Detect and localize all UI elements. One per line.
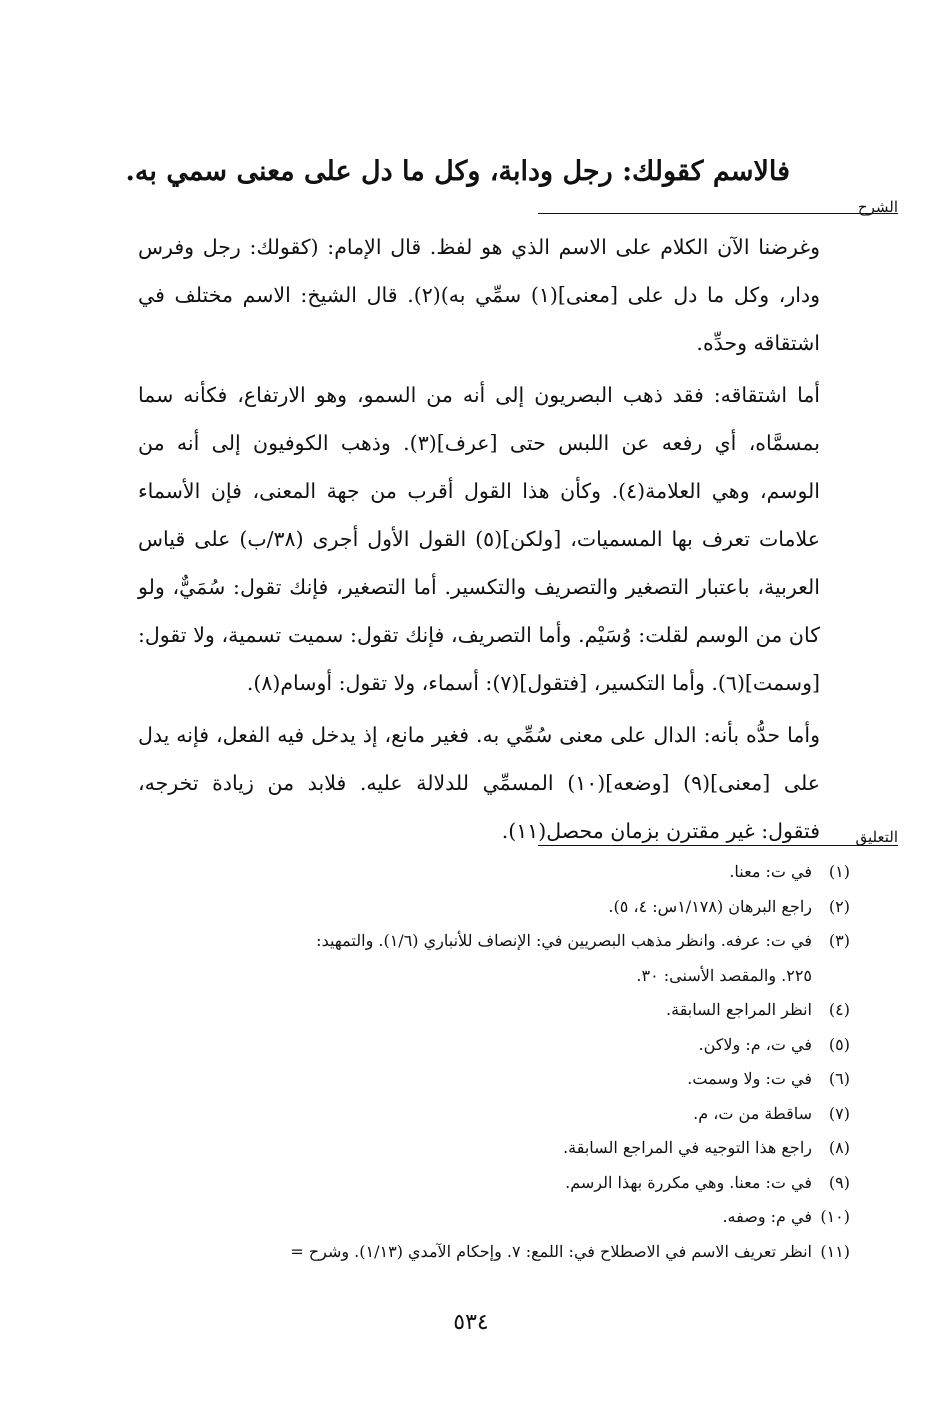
footnote-number: (٥) xyxy=(828,1034,850,1054)
commentary-body xyxy=(138,223,850,855)
footnote-number: (٨) xyxy=(828,1138,850,1157)
matn-heading: فالاسم كقولك: رجل ودابة، وكل ما دل على معنى سمي به. xyxy=(125,156,790,187)
footnote-text: ساقطة من ت، م. xyxy=(693,1103,812,1123)
footnote-number: (١) xyxy=(828,862,850,881)
footnote-item xyxy=(138,855,850,890)
footnote-text: في م: وصفه. xyxy=(722,1207,812,1226)
footnote-number: (٤) xyxy=(828,1000,850,1019)
footnote-item xyxy=(138,1235,850,1270)
footnote-text: انظر المراجع السابقة. xyxy=(666,1000,812,1019)
sharh-rule xyxy=(538,213,898,214)
footnote-text: في ت، م: ولاكن. xyxy=(698,1034,812,1054)
footnote-text: انظر تعريف الاسم في الاصطلاح في: اللمع: ٧. وإحكام الآمدي (١/١٣). وشرح = xyxy=(290,1241,812,1261)
paragraph-intro: وغرضنا الآن الكلام على الاسم الذي هو لفظ. قال الإمام: (كقولك: رجل وفرس ودار، وكل ما دل على [معنى](١) سمِّي به)(٢). قال الشيخ: الاسم مختلف في اشتقاقه وحدِّه. xyxy=(138,235,820,355)
footnotes xyxy=(138,855,850,1269)
footnote-number: (١٠) xyxy=(820,1207,850,1226)
footnote-number: (١١) xyxy=(820,1241,850,1261)
taliq-rule xyxy=(538,845,898,846)
footnote-item xyxy=(138,993,850,1028)
footnote-text: في ت: معنا. وهي مكررة بهذا الرسم. xyxy=(565,1172,812,1192)
footnote-item xyxy=(138,1200,850,1235)
taliq-label: التعليق xyxy=(855,828,898,846)
footnote-item xyxy=(138,1166,850,1201)
footnote-item xyxy=(138,890,850,925)
footnote-text: في ت: عرفه. وانظر مذهب البصريين في: الإنصاف للأنباري (١/٦). والتمهيد: xyxy=(316,931,812,950)
footnote-item xyxy=(138,1131,850,1166)
footnote-item xyxy=(138,1097,850,1132)
footnote-number: (٣) xyxy=(828,931,850,950)
footnote-item xyxy=(138,1028,850,1063)
page-number: ٥٣٤ xyxy=(453,1310,489,1335)
sharh-label: الشرح xyxy=(857,198,898,216)
footnote-number: (٧) xyxy=(828,1103,850,1123)
footnote-text: راجع البرهان (١/١٧٨س: ٤، ٥). xyxy=(608,896,812,916)
paragraph-derivation: أما اشتقاقه: فقد ذهب البصريون إلى أنه من السمو، وهو الارتفاع، فكأنه سما بمسمَّاه، أي رفعه عن اللبس حتى [عرف](٣). وذهب الكوفيون إلى أنه من الوسم، وهي العلامة(٤). وكأن هذا القول أقرب من جهة المعنى، فإن الأسماء علامات تعرف بها المسميات، [ولكن](٥) القول الأول أجرى (٣٨/ب) على قياس العربية، باعتبار التصغير والتصريف والتكسير. أما التصغير، فإنك تقول: سُمَيٌّ، ولو كان من الوسم لقلت: وُسَيْم. وأما التصريف، فإنك تقول: سميت تسمية، ولا تقول: [وسمت](٦). وأما التكسير، [فتقول](٧): أسماء، ولا تقول: أوسام(٨). xyxy=(138,383,820,695)
paragraph-definition: وأما حدُّه بأنه: الدال على معنى سُمِّي به. فغير مانع، إذ يدخل فيه الفعل، فإنه يدل على [معنى](٩) [وضعه](١٠) المسمِّي للدلالة عليه. فلابد من زيادة تخرجه، فتقول: غير مقترن بزمان محصل(١١). xyxy=(138,723,821,843)
footnote-text: في ت: معنا. xyxy=(729,862,812,881)
footnote-number: (٩) xyxy=(828,1172,850,1192)
footnote-text: في ت: ولا وسمت. xyxy=(687,1069,812,1088)
footnote-continuation: ٢٢٥. والمقصد الأسنى: ٣٠. xyxy=(636,965,812,985)
footnote-item xyxy=(138,1062,850,1097)
footnote-text: راجع هذا التوجيه في المراجع السابقة. xyxy=(563,1138,812,1157)
footnote-item xyxy=(138,924,850,959)
footnote-number: (٢) xyxy=(828,896,850,916)
footnote-number: (٦) xyxy=(828,1069,850,1088)
